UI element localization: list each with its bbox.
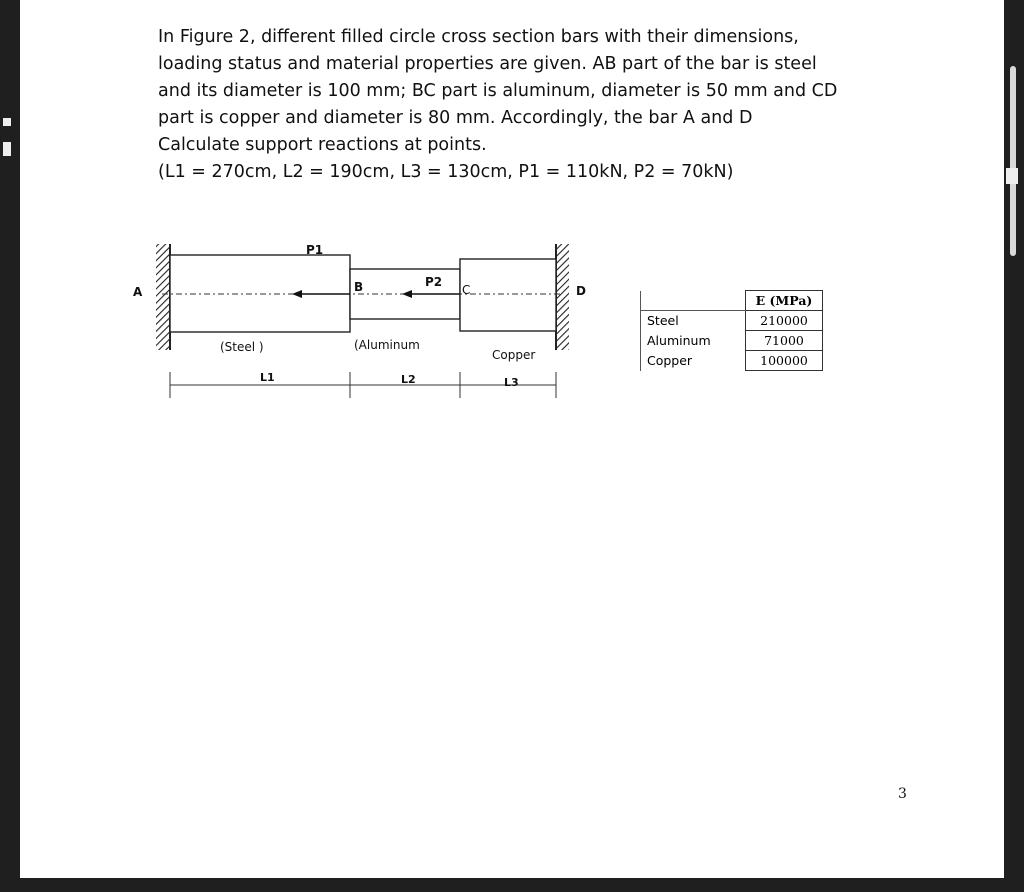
label-length-l1: L1 [260, 371, 275, 384]
wall-support-left [156, 244, 169, 350]
segment-cd-copper [460, 259, 556, 331]
label-length-l2: L2 [401, 373, 416, 386]
label-length-l3: L3 [504, 376, 519, 389]
material-name: Copper [641, 351, 746, 371]
table-header-modulus: E (MPa) [746, 291, 823, 311]
problem-line: (L1 = 270cm, L2 = 190cm, L3 = 130cm, P1 = 110kN, P2 = 70kN) [158, 162, 734, 182]
vertical-scrollbar[interactable] [1010, 66, 1016, 256]
problem-line: loading status and material properties are given. AB part of the bar is steel [158, 54, 817, 74]
page-number: 3 [898, 786, 907, 802]
margin-mark-icon [1006, 164, 1024, 188]
material-properties-table [640, 290, 823, 371]
label-point-c: C [462, 283, 471, 297]
label-load-p1: P1 [306, 243, 324, 257]
label-support-d: D [576, 284, 586, 298]
bar-figure [20, 0, 1004, 420]
table-row [641, 351, 823, 371]
problem-line: In Figure 2, different filled circle cross section bars with their dimensions, [158, 27, 799, 47]
document-page [20, 0, 1004, 878]
problem-line: Calculate support reactions at points. [158, 135, 487, 155]
table-row [641, 331, 823, 351]
table-corner [641, 291, 746, 311]
label-steel: (Steel ) [220, 340, 264, 354]
material-modulus: 71000 [746, 331, 823, 351]
material-modulus: 210000 [746, 311, 823, 331]
margin-mark-icon [0, 112, 14, 162]
label-aluminum: (Aluminum [354, 338, 420, 352]
label-load-p2: P2 [425, 275, 443, 289]
label-support-a: A [133, 285, 143, 299]
problem-line: and its diameter is 100 mm; BC part is aluminum, diameter is 50 mm and CD [158, 81, 838, 101]
label-copper: Copper [492, 348, 536, 362]
material-name: Aluminum [641, 331, 746, 351]
label-point-b: B [354, 280, 364, 294]
wall-support-right [556, 244, 569, 350]
material-name: Steel [641, 311, 746, 331]
problem-line: part is copper and diameter is 80 mm. Accordingly, the bar A and D [158, 108, 753, 128]
material-modulus: 100000 [746, 351, 823, 371]
table-row [641, 311, 823, 331]
